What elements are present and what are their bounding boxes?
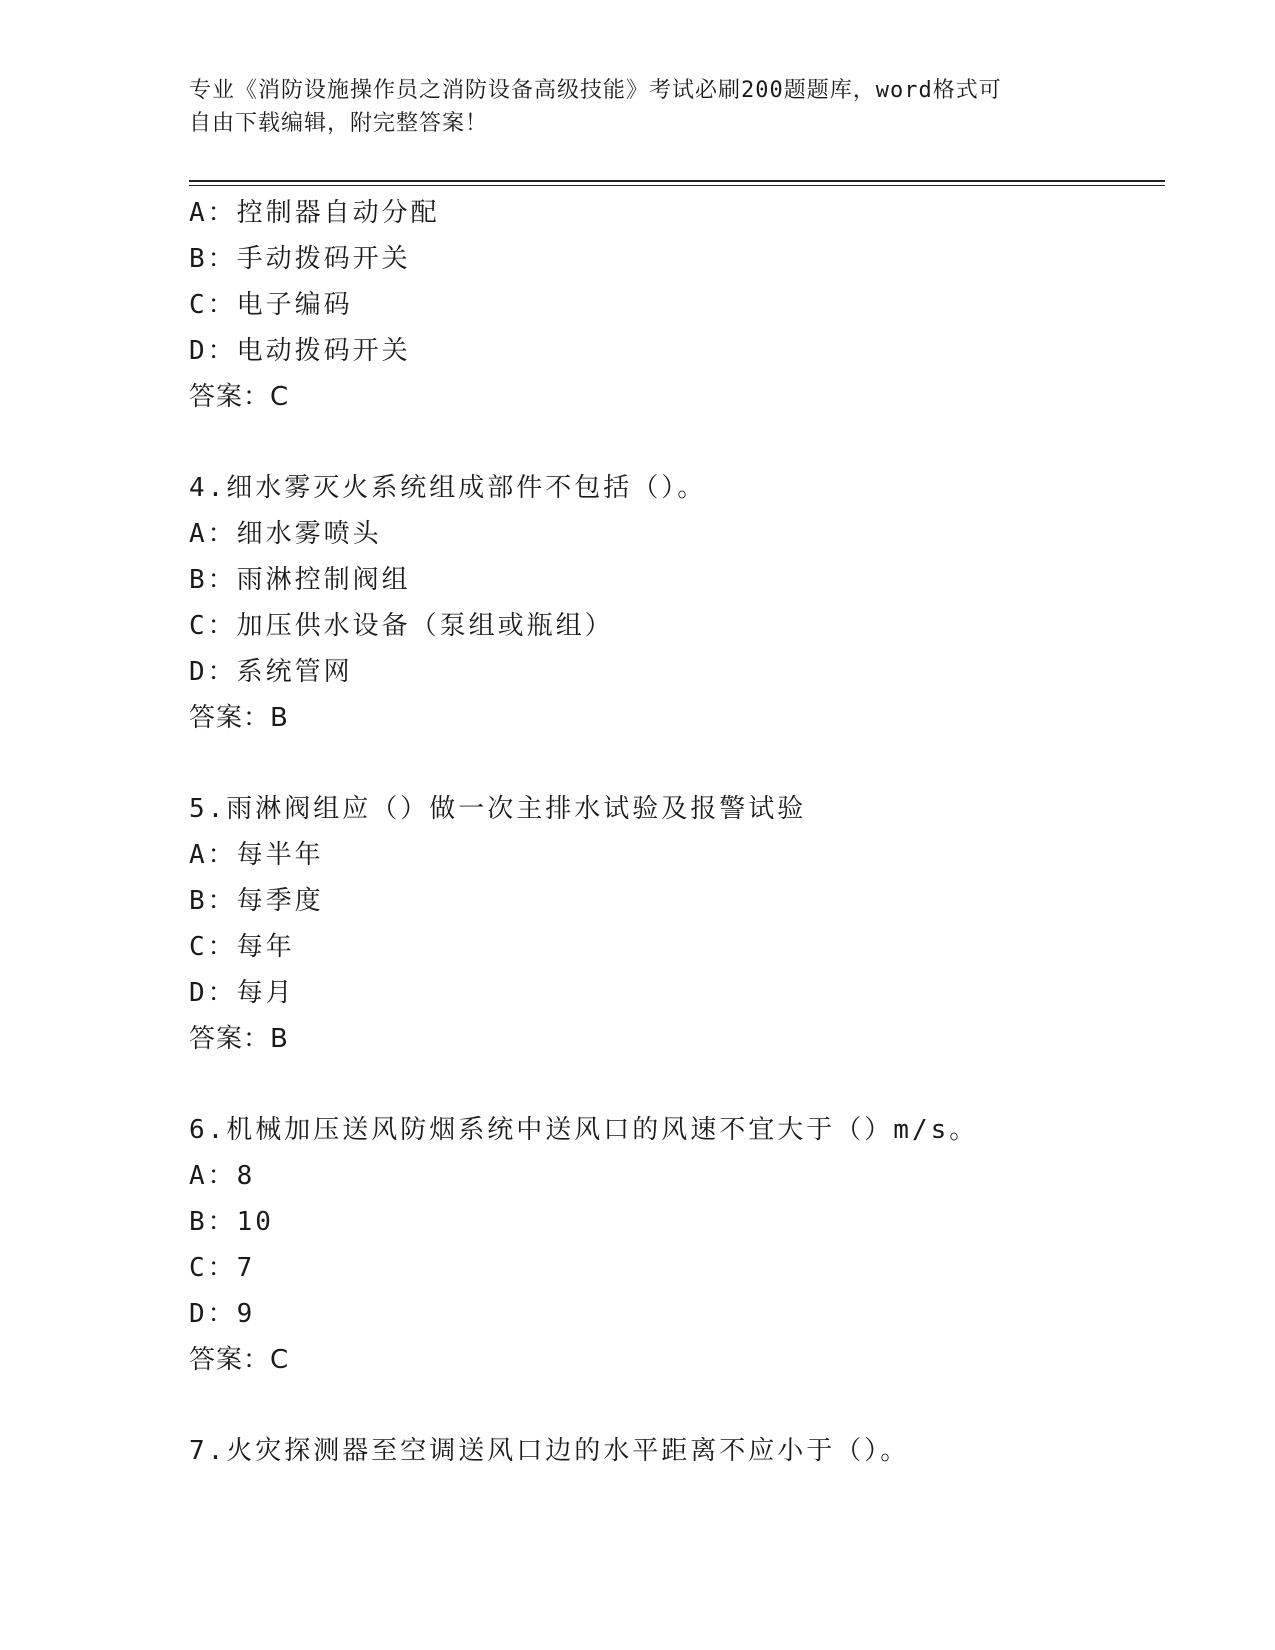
option-d: D：每月 [189,978,295,1008]
header-divider-thick [189,180,1165,182]
question-3 [189,190,1149,420]
option-b: B：雨淋控制阀组 [189,565,411,595]
spacer [189,420,1149,465]
header-line-2: 自由下载编辑，附完整答案！ [189,111,489,136]
option-b: B：每季度 [189,886,324,916]
answer: 答案：C [189,382,290,412]
question-stem: 7.火灾探测器至空调送风口边的水平距离不应小于（）。 [189,1436,910,1466]
option-b: B：手动拨码开关 [189,244,411,274]
question-7 [189,1428,1149,1474]
question-list [189,190,1149,1474]
option-a: A：细水雾喷头 [189,519,382,549]
option-d: D：电动拨码开关 [189,336,411,366]
header-divider-thin [189,185,1165,186]
spacer [189,741,1149,786]
document-header [189,74,1089,140]
spacer [189,1383,1149,1428]
question-stem: 4.细水雾灭火系统组成部件不包括（）。 [189,473,707,503]
answer: 答案：C [189,1345,290,1375]
header-line-1: 专业《消防设施操作员之消防设备高级技能》考试必刷200题题库，word格式可 [189,78,1002,103]
option-c: C：每年 [189,932,295,962]
option-c: C：电子编码 [189,290,353,320]
answer: 答案：B [189,1024,289,1054]
option-c: C：加压供水设备（泵组或瓶组） [189,611,614,641]
option-a: A：8 [189,1161,256,1191]
question-4 [189,465,1149,741]
option-b: B：10 [189,1207,274,1237]
question-stem: 5.雨淋阀组应（）做一次主排水试验及报警试验 [189,794,807,824]
option-a: A：控制器自动分配 [189,198,440,228]
option-a: A：每半年 [189,840,324,870]
option-c: C：7 [189,1253,256,1283]
answer: 答案：B [189,703,289,733]
question-5 [189,786,1149,1062]
question-6 [189,1107,1149,1383]
spacer [189,1062,1149,1107]
option-d: D：9 [189,1299,256,1329]
question-stem: 6.机械加压送风防烟系统中送风口的风速不宜大于（）m/s。 [189,1115,979,1145]
option-d: D：系统管网 [189,657,353,687]
